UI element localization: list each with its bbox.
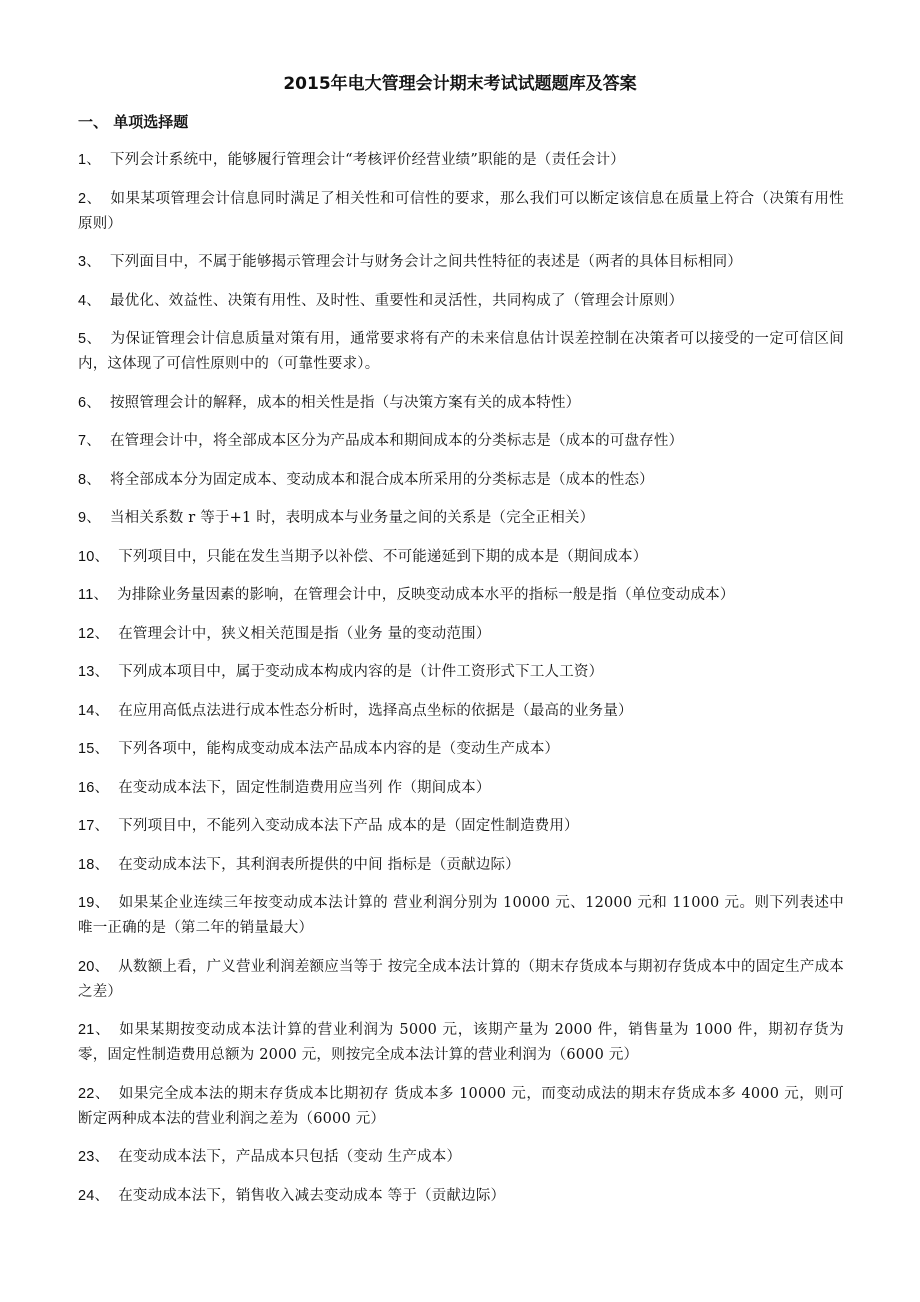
question-item	[78, 660, 844, 685]
question-number: 18、	[78, 856, 110, 873]
question-item	[78, 250, 844, 275]
question-item	[78, 891, 844, 941]
question-item	[78, 699, 844, 724]
question-text: 在应用高低点法进行成本性态分析时，选择高点坐标的依据是（最高的业务量）	[118, 702, 633, 719]
question-item	[78, 391, 844, 416]
question-number: 24、	[78, 1187, 110, 1204]
question-item	[78, 737, 844, 762]
question-number: 9、	[78, 510, 101, 526]
question-number: 12、	[78, 625, 110, 642]
question-text: 下列成本项目中，属于变动成本构成内容的是（计件工资形式下工人工资）	[118, 664, 604, 680]
question-item	[78, 776, 844, 801]
question-number: 14、	[78, 702, 110, 719]
question-item	[78, 429, 844, 454]
question-number: 8、	[78, 471, 101, 488]
question-item	[78, 289, 844, 314]
question-item	[78, 506, 844, 531]
question-text: 当相关系数 r 等于+1 时，表明成本与业务量之间的关系是（完全正相关）	[109, 510, 595, 526]
section-heading: 一、 单项选择题	[78, 113, 189, 131]
question-item	[78, 327, 844, 377]
question-item	[78, 955, 844, 1005]
question-item	[78, 1018, 844, 1068]
question-item	[78, 187, 844, 237]
question-text: 为排除业务量因素的影响，在管理会计中，反映变动成本水平的指标一般是指（单位变动成本）	[117, 587, 735, 603]
question-number: 6、	[78, 394, 101, 411]
question-number: 13、	[78, 664, 110, 680]
question-number: 15、	[78, 741, 110, 757]
question-text: 在管理会计中，狭义相关范围是指（业务 量的变动范围）	[118, 625, 491, 642]
question-text: 为保证管理会计信息质量对策有用，通常要求将有产的未来信息估计误差控制在决策者可以接受的一定可信区间内，这体现了可信性原则中的（可靠性要求）。	[78, 331, 844, 372]
question-number: 16、	[78, 779, 110, 796]
question-item	[78, 853, 844, 878]
question-item	[78, 148, 844, 173]
question-number: 21、	[78, 1022, 111, 1038]
question-text: 在管理会计中，将全部成本区分为产品成本和期间成本的分类标志是（成本的可盘存性）	[109, 433, 684, 449]
question-item	[78, 1184, 844, 1209]
question-text: 如果某项管理会计信息同时满足了相关性和可信性的要求，那么我们可以断定该信息在质量上符合（决策有用性原则）	[78, 190, 844, 232]
question-item	[78, 1145, 844, 1170]
question-text: 在变动成本法下，销售收入减去变动成本 等于（贡献边际）	[118, 1187, 506, 1204]
question-number: 17、	[78, 818, 110, 834]
question-number: 2、	[78, 190, 102, 207]
question-text: 按照管理会计的解释，成本的相关性是指（与决策方案有关的成本特性）	[109, 394, 581, 411]
question-text: 从数额上看，广义营业利润差额应当等于 按完全成本法计算的（期末存货成本与期初存货成本中的固定生产成本之差）	[78, 958, 845, 1000]
question-text: 在变动成本法下，其利润表所提供的中间 指标是（贡献边际）	[118, 856, 520, 873]
question-number: 23、	[78, 1149, 110, 1165]
question-text: 如果完全成本法的期末存货成本比期初存 货成本多 10000 元，而变动成法的期末存货成本多 4000 元，则可断定两种成本法的营业利润之差为（6000 元）	[78, 1085, 844, 1127]
question-text: 下列会计系统中，能够履行管理会计“考核评价经营业绩”职能的是（责任会计）	[109, 152, 625, 168]
question-item	[78, 583, 844, 608]
question-text: 下列项目中，只能在发生当期予以补偿、不可能递延到下期的成本是（期间成本）	[118, 548, 648, 565]
question-number: 5、	[78, 331, 102, 347]
question-text: 下列面目中，不属于能够揭示管理会计与财务会计之间共性特征的表述是（两者的具体目标相同）	[109, 254, 743, 270]
question-text: 将全部成本分为固定成本、变动成本和混合成本所采用的分类标志是（成本的性态）	[109, 471, 654, 488]
question-item	[78, 622, 844, 647]
question-item	[78, 1082, 844, 1132]
question-number: 11、	[78, 587, 109, 603]
question-number: 3、	[78, 254, 101, 270]
question-item	[78, 468, 844, 493]
question-number: 10、	[78, 548, 110, 565]
question-item	[78, 545, 844, 570]
question-text: 在变动成本法下，产品成本只包括（变动 生产成本）	[118, 1149, 462, 1165]
question-list	[78, 148, 844, 1222]
question-number: 4、	[78, 292, 101, 309]
question-number: 22、	[78, 1085, 110, 1102]
question-number: 20、	[78, 958, 110, 975]
question-item	[78, 814, 844, 839]
document-title: 2015年电大管理会计期末考试试题题库及答案	[283, 74, 637, 94]
question-number: 19、	[78, 895, 110, 911]
question-number: 1、	[78, 152, 101, 168]
question-text: 在变动成本法下，固定性制造费用应当列 作（期间成本）	[118, 779, 491, 796]
question-text: 如果某企业连续三年按变动成本法计算的 营业利润分别为 10000 元、12000 元和 11000 元。则下列表述中唯一正确的是（第二年的销量最大）	[78, 895, 844, 936]
question-number: 7、	[78, 433, 101, 449]
question-text: 如果某期按变动成本法计算的营业利润为 5000 元，该期产量为 2000 件，销售量为 1000 件，期初存货为零，固定性制造费用总额为 2000 元，则按完全成本法计算的营业利润为（6000 元）	[78, 1022, 844, 1063]
question-text: 最优化、效益性、决策有用性、及时性、重要性和灵活性，共同构成了（管理会计原则）	[109, 292, 684, 309]
question-text: 下列项目中，不能列入变动成本法下产品 成本的是（固定性制造费用）	[118, 818, 579, 834]
question-text: 下列各项中，能构成变动成本法产品成本内容的是（变动生产成本）	[118, 741, 560, 757]
